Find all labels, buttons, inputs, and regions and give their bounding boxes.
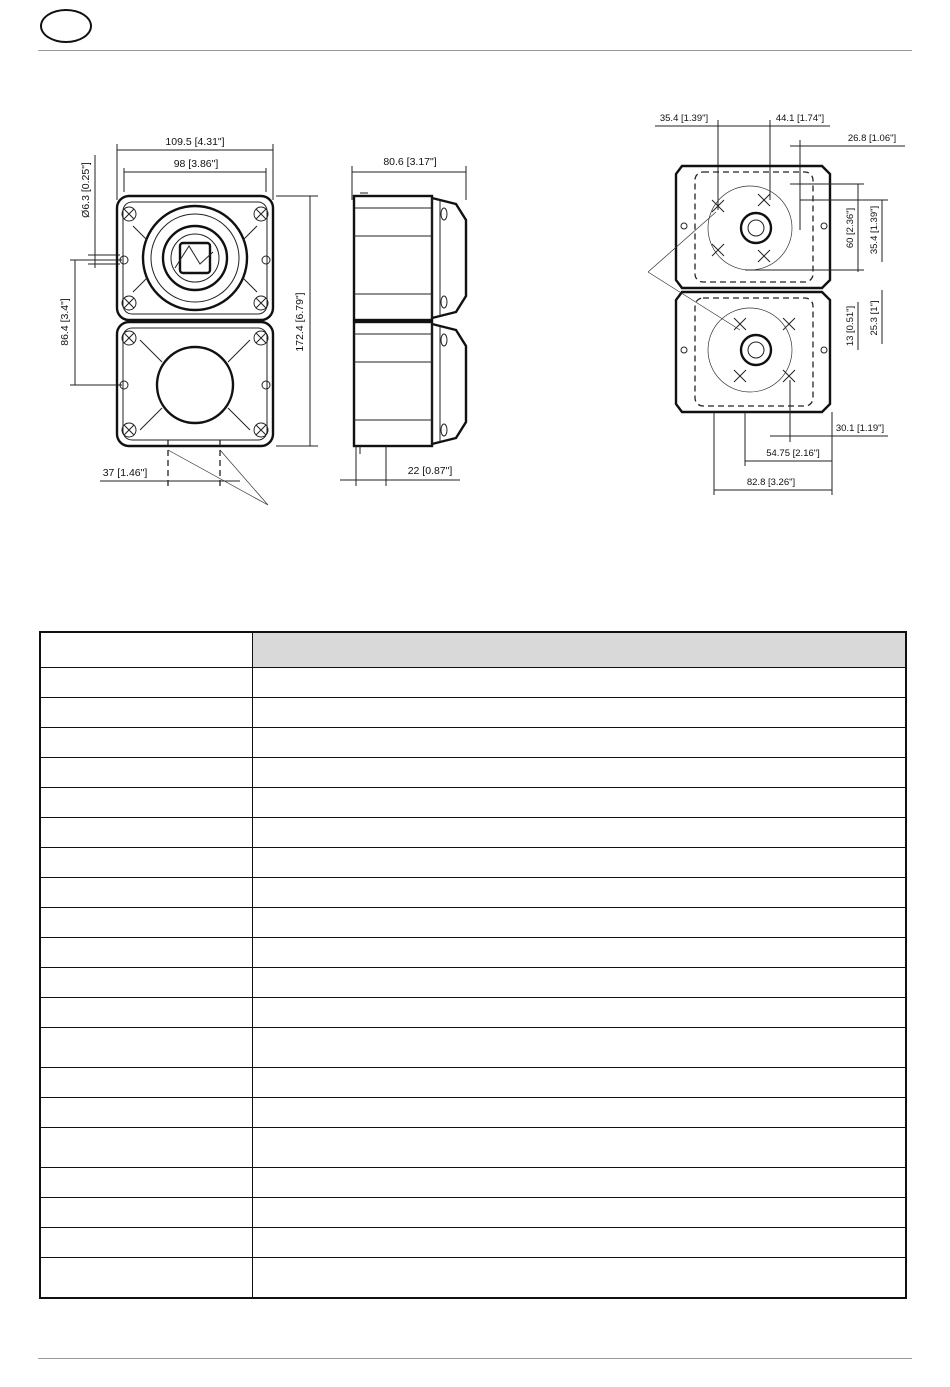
value-cell [252, 1068, 906, 1098]
rear-view-drawing [648, 113, 905, 495]
label-cell [40, 698, 252, 728]
table-row [40, 818, 906, 848]
value-cell [252, 758, 906, 788]
value-cell [252, 1258, 906, 1299]
side-entry-depth-label: 22 [0.87"] [407, 465, 453, 477]
label-cell [40, 848, 252, 878]
rear-dim-e-label: 35.4 [1.39"] [869, 205, 880, 255]
front-entry-offset-label: 37 [1.46"] [102, 467, 148, 479]
label-cell [40, 878, 252, 908]
table-row [40, 938, 906, 968]
side-view-drawing [340, 156, 466, 486]
rear-dim-i-label: 54.75 [2.16"] [766, 448, 820, 459]
side-depth-label: 80.6 [3.17"] [383, 156, 437, 168]
value-cell [252, 818, 906, 848]
rear-dim-b-label: 44.1 [1.74"] [775, 113, 825, 124]
value-cell [252, 1098, 906, 1128]
value-cell [252, 1198, 906, 1228]
value-cell [252, 1028, 906, 1068]
table-row [40, 878, 906, 908]
table-row [40, 908, 906, 938]
table-row [40, 998, 906, 1028]
table-row [40, 728, 906, 758]
specification-table [39, 631, 907, 1299]
front-mounting-width-label: 98 [3.86"] [173, 158, 219, 170]
label-cell [40, 1228, 252, 1258]
rear-dim-g-label: 25.3 [1"] [869, 300, 880, 336]
front-hole-diameter-label: Ø6.3 [0.25"] [80, 162, 92, 218]
table-row [40, 1128, 906, 1168]
value-cell [252, 728, 906, 758]
value-cell [252, 848, 906, 878]
label-cell [40, 1068, 252, 1098]
label-cell [40, 1128, 252, 1168]
value-cell [252, 668, 906, 698]
value-cell [252, 788, 906, 818]
table-row [40, 848, 906, 878]
rear-dim-a-label: 35.4 [1.39"] [659, 113, 709, 124]
label-cell [40, 1098, 252, 1128]
value-cell [252, 1168, 906, 1198]
table-header-row [40, 632, 906, 668]
label-cell [40, 758, 252, 788]
value-cell [252, 1228, 906, 1258]
header-cell-2 [252, 632, 906, 668]
label-cell [40, 938, 252, 968]
label-cell [40, 1168, 252, 1198]
table-row [40, 1098, 906, 1128]
table-row [40, 758, 906, 788]
value-cell [252, 998, 906, 1028]
rear-dim-c-label: 26.8 [1.06"] [847, 133, 897, 144]
label-cell [40, 818, 252, 848]
value-cell [252, 938, 906, 968]
table-row [40, 1028, 906, 1068]
label-cell [40, 1198, 252, 1228]
table-row [40, 1068, 906, 1098]
table-row [40, 1228, 906, 1258]
front-overall-height-label: 172.4 [6.79"] [294, 292, 306, 352]
rear-dim-h-label: 30.1 [1.19"] [835, 423, 885, 434]
table-row [40, 968, 906, 998]
label-cell [40, 998, 252, 1028]
label-cell [40, 968, 252, 998]
label-cell [40, 668, 252, 698]
label-cell [40, 908, 252, 938]
table-row [40, 668, 906, 698]
label-cell [40, 1028, 252, 1068]
value-cell [252, 968, 906, 998]
table-row [40, 1258, 906, 1299]
rear-dim-d-label: 60 [2.36"] [845, 207, 856, 249]
front-overall-width-label: 109.5 [4.31"] [165, 136, 225, 148]
table-row [40, 788, 906, 818]
dimension-drawings [0, 0, 950, 560]
label-cell [40, 788, 252, 818]
value-cell [252, 698, 906, 728]
value-cell [252, 1128, 906, 1168]
rear-dim-f-label: 13 [0.51"] [845, 305, 856, 347]
footer-rule [38, 1358, 912, 1359]
front-view-drawing [59, 136, 318, 505]
table-row [40, 698, 906, 728]
rear-dim-j-label: 82.8 [3.26"] [746, 477, 796, 488]
front-hole-spacing-label: 86.4 [3.4"] [59, 298, 71, 346]
header-cell-1 [40, 632, 252, 668]
value-cell [252, 908, 906, 938]
label-cell [40, 1258, 252, 1299]
label-cell [40, 728, 252, 758]
value-cell [252, 878, 906, 908]
table-row [40, 1168, 906, 1198]
table-row [40, 1198, 906, 1228]
